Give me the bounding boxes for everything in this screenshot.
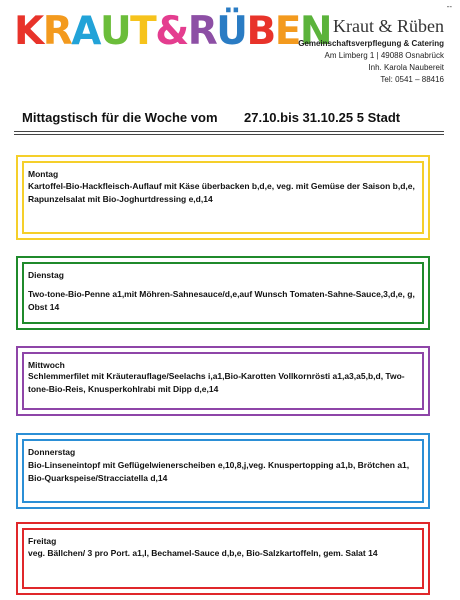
day-box-thursday bbox=[16, 433, 430, 509]
day-name: Montag bbox=[28, 169, 59, 179]
day-name: Donnerstag bbox=[28, 447, 76, 457]
corner-mark: -- bbox=[446, 2, 452, 11]
day-menu-text: Two-tone-Bio-Penne a1,mit Möhren-Sahnesauce/d,e,auf Wunsch Tomaten-Sahne-Sauce,3,d,e, g, Obst 14 bbox=[28, 289, 415, 312]
day-menu-text: Schlemmerfilet mit Kräuterauflage/Seelachs i,a1,Bio-Karotten Vollkornrösti a1,a3,a5,b,d, Two-tone-Bio-Reis, Knusperkohlrabi mit Dipp d,e,14 bbox=[28, 371, 405, 394]
company-name: Kraut & Rüben bbox=[333, 16, 444, 36]
day-name: Freitag bbox=[28, 536, 57, 546]
day-box-monday bbox=[16, 155, 430, 240]
day-menu-text: veg. Bällchen/ 3 pro Port. a1,l, Bechamel-Sauce d,b,e, Bio-Salzkartoffeln, gem. Salat 14 bbox=[28, 548, 378, 558]
day-menu-text: Bio-Linseneintopf mit Geflügelwienerscheiben e,10,8,j,veg. Knuspertopping a1,b, Brötchen a1, Bio-Quarkspeise/Stracciatella d,14 bbox=[28, 460, 410, 483]
day-name: Mittwoch bbox=[28, 360, 65, 370]
day-name: Dienstag bbox=[28, 270, 64, 280]
day-box-friday bbox=[16, 522, 430, 595]
headline-rule-top bbox=[14, 131, 444, 132]
logo: KRAUT&RÜBEN bbox=[14, 9, 331, 54]
day-box-inner bbox=[22, 528, 424, 589]
day-box-inner bbox=[22, 262, 424, 324]
menu-headline bbox=[22, 110, 442, 125]
menu-week: 27.10.bis 31.10.25 5 Stadt bbox=[244, 110, 401, 125]
company-tagline: Gemeinschaftsverpflegung & Catering bbox=[298, 39, 444, 48]
headline-rule-bottom bbox=[14, 134, 444, 135]
day-box-tuesday bbox=[16, 256, 430, 330]
day-box-wednesday bbox=[16, 346, 430, 416]
day-box-inner bbox=[22, 439, 424, 503]
day-box-inner bbox=[22, 352, 424, 410]
company-owner: Inh. Karola Naubereit bbox=[368, 63, 444, 72]
company-info bbox=[298, 16, 444, 86]
company-phone: Tel: 0541 – 88416 bbox=[380, 75, 444, 84]
menu-title: Mittagstisch für die Woche vom bbox=[22, 110, 218, 125]
day-box-inner bbox=[22, 161, 424, 234]
day-menu-text: Kartoffel-Bio-Hackfleisch-Auflauf mit Käse überbacken b,d,e, veg. mit Gemüse der Saison b,d,e, Rapunzelsalat mit Bio-Joghurtdressing e,d,14 bbox=[28, 181, 415, 204]
company-address: Am Limberg 1 | 49088 Osnabrück bbox=[324, 51, 444, 60]
